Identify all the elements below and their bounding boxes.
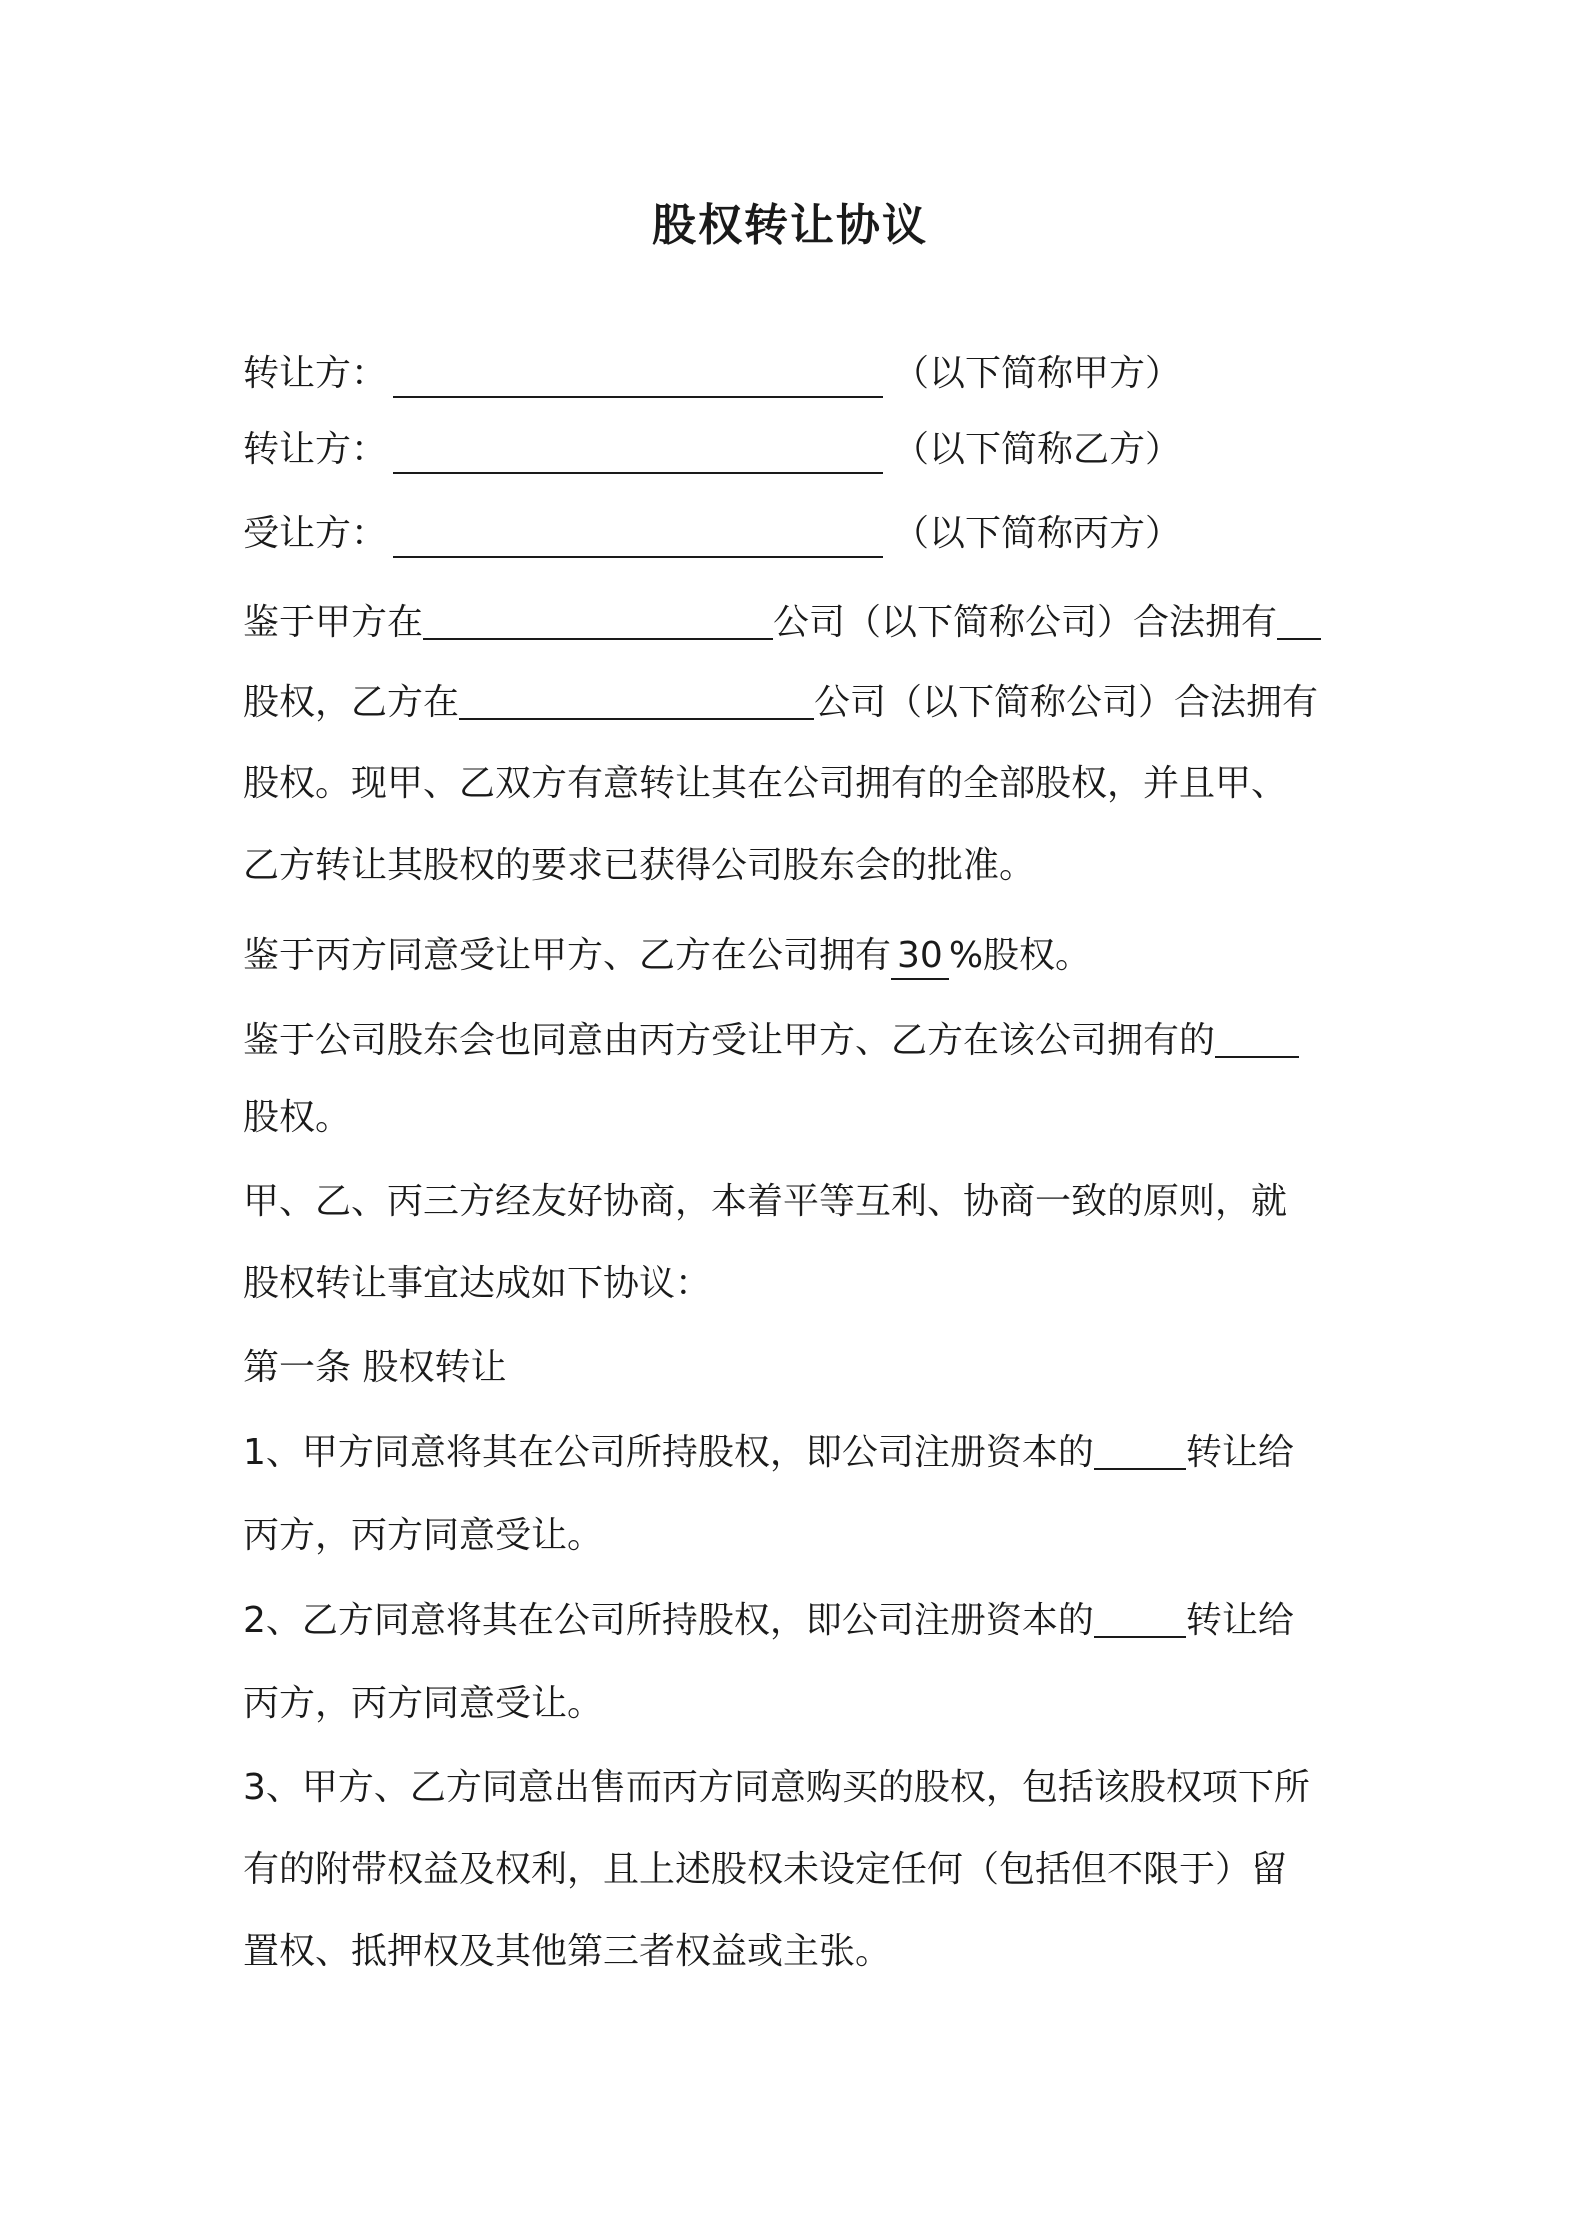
- party-name-blank[interactable]: [393, 510, 883, 558]
- recital-line: [243, 842, 1035, 890]
- clause-line: [243, 1764, 1310, 1812]
- recital-line: [243, 760, 1287, 808]
- recital-line: [243, 1016, 1299, 1065]
- recital-line: [243, 598, 1321, 647]
- clause-text: 置权、抵押权及其他第三者权益或主张。: [243, 1931, 892, 1972]
- party-note: （以下简称甲方）: [893, 353, 1182, 394]
- party-name-blank[interactable]: [393, 350, 883, 398]
- recital-line: [243, 1260, 711, 1308]
- clause-text: 丙方，丙方同意受让。: [243, 1683, 604, 1724]
- share-blank[interactable]: [1215, 1016, 1299, 1058]
- party-note: （以下简称丙方）: [893, 513, 1182, 554]
- recital-line: [243, 1094, 351, 1142]
- party-name-blank[interactable]: [393, 426, 883, 474]
- recital-text: 股权。: [243, 1097, 352, 1138]
- recital-line: [243, 932, 1091, 980]
- clause-line: [243, 1928, 891, 1976]
- party-label: 转让方：: [243, 429, 388, 470]
- clause-text: 丙方，丙方同意受让。: [243, 1515, 604, 1556]
- clause-text: 3、甲方、乙方同意出售而丙方同意购买的股权，包括该股权项下所: [243, 1767, 1310, 1808]
- recital-text: 股权转让事宜达成如下协议：: [243, 1263, 712, 1304]
- recital-text: %股权。: [948, 935, 1092, 976]
- recital-text: 公司（以下简称公司）合法拥有: [814, 682, 1319, 723]
- recital-text: 鉴于丙方同意受让甲方、乙方在公司拥有: [243, 935, 892, 976]
- party-line-transferor-a: [243, 350, 1243, 398]
- clause-text: 2、乙方同意将其在公司所持股权，即公司注册资本的: [243, 1600, 1094, 1641]
- recital-line: [243, 1178, 1287, 1226]
- party-note: （以下简称乙方）: [893, 429, 1182, 470]
- clause-text: 转让给: [1185, 1432, 1294, 1473]
- party-label: 受让方：: [243, 513, 388, 554]
- party-line-transferee: [243, 510, 1243, 558]
- recital-line: [243, 678, 1318, 727]
- recital-text: 股权，乙方在: [243, 682, 460, 723]
- article-heading: [243, 1344, 506, 1392]
- party-label: 转让方：: [243, 353, 388, 394]
- article-heading-text: 第一条 股权转让: [243, 1347, 507, 1388]
- clause-text: 1、甲方同意将其在公司所持股权，即公司注册资本的: [243, 1432, 1094, 1473]
- percentage-value[interactable]: 30: [891, 934, 949, 980]
- recital-text: 甲、乙、丙三方经友好协商，本着平等互利、协商一致的原则，就: [243, 1181, 1288, 1222]
- clause-line: [243, 1596, 1294, 1645]
- company-blank[interactable]: [459, 678, 814, 720]
- recital-text: 乙方转让其股权的要求已获得公司股东会的批准。: [243, 845, 1036, 886]
- share-blank[interactable]: [1277, 598, 1321, 640]
- clause-line: [243, 1846, 1287, 1894]
- recital-text: 公司（以下简称公司）合法拥有: [773, 602, 1278, 643]
- clause-text: 有的附带权益及权利，且上述股权未设定任何（包括但不限于）留: [243, 1849, 1288, 1890]
- clause-line: [243, 1512, 603, 1560]
- clause-text: 转让给: [1185, 1600, 1294, 1641]
- clause-line: [243, 1428, 1294, 1477]
- ratio-blank[interactable]: [1094, 1596, 1186, 1638]
- ratio-blank[interactable]: [1094, 1428, 1186, 1470]
- party-line-transferor-b: [243, 426, 1243, 474]
- document-title: 股权转让协议: [652, 200, 928, 251]
- company-blank[interactable]: [423, 598, 773, 640]
- clause-line: [243, 1680, 603, 1728]
- recital-text: 股权。现甲、乙双方有意转让其在公司拥有的全部股权，并且甲、: [243, 763, 1288, 804]
- recital-text: 鉴于公司股东会也同意由丙方受让甲方、乙方在该公司拥有的: [243, 1020, 1216, 1061]
- recital-text: 鉴于甲方在: [243, 602, 424, 643]
